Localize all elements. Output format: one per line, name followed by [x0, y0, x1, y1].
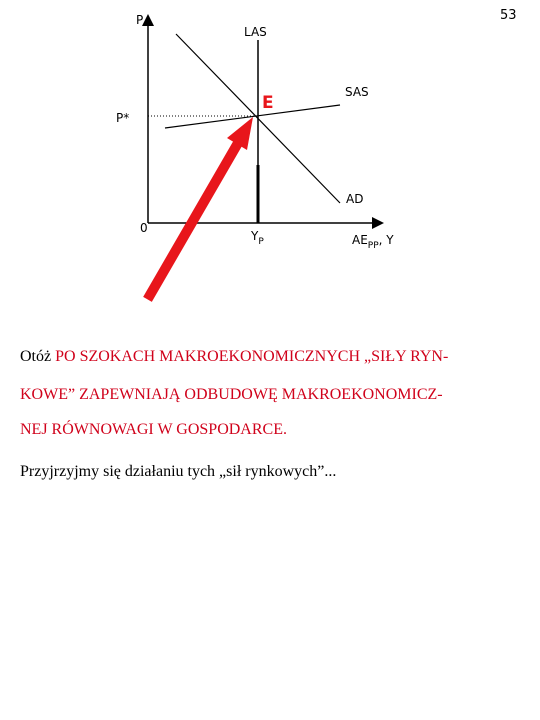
- adjustment-arrow: [150, 117, 253, 295]
- axis-x-label: $AE_{PP}$, Y: [352, 233, 394, 251]
- sas-curve: [165, 105, 340, 128]
- paragraph-line-1: [20, 348, 448, 366]
- equilibrium-label: E: [262, 93, 274, 113]
- as-ad-diagram: [0, 0, 540, 320]
- ad-label: AD: [346, 192, 364, 206]
- paragraph-line-2: KOWE” ZAPEWNIAJĄ ODBUDOWĘ MAKROEKONOMICZ-: [20, 386, 443, 403]
- line1-prefix: Otóż: [20, 348, 56, 365]
- las-label: LAS: [244, 25, 267, 39]
- axis-y-label: P: [136, 13, 144, 27]
- price-level-label: P*: [116, 111, 130, 125]
- potential-output-label: $Y_P$: [251, 229, 264, 247]
- paragraph-line-4: Przyjrzyjmy się działaniu tych „sił rynkowych”...: [20, 463, 337, 480]
- line1-highlight: PO SZOKACH MAKROEKONOMICZNYCH „SIŁY RYN-: [55, 348, 449, 365]
- origin-label: 0: [140, 221, 148, 235]
- page-number: 53: [500, 8, 517, 23]
- paragraph-line-3: NEJ RÓWNOWAGI W GOSPODARCE.: [20, 421, 287, 438]
- sas-label: SAS: [345, 85, 369, 99]
